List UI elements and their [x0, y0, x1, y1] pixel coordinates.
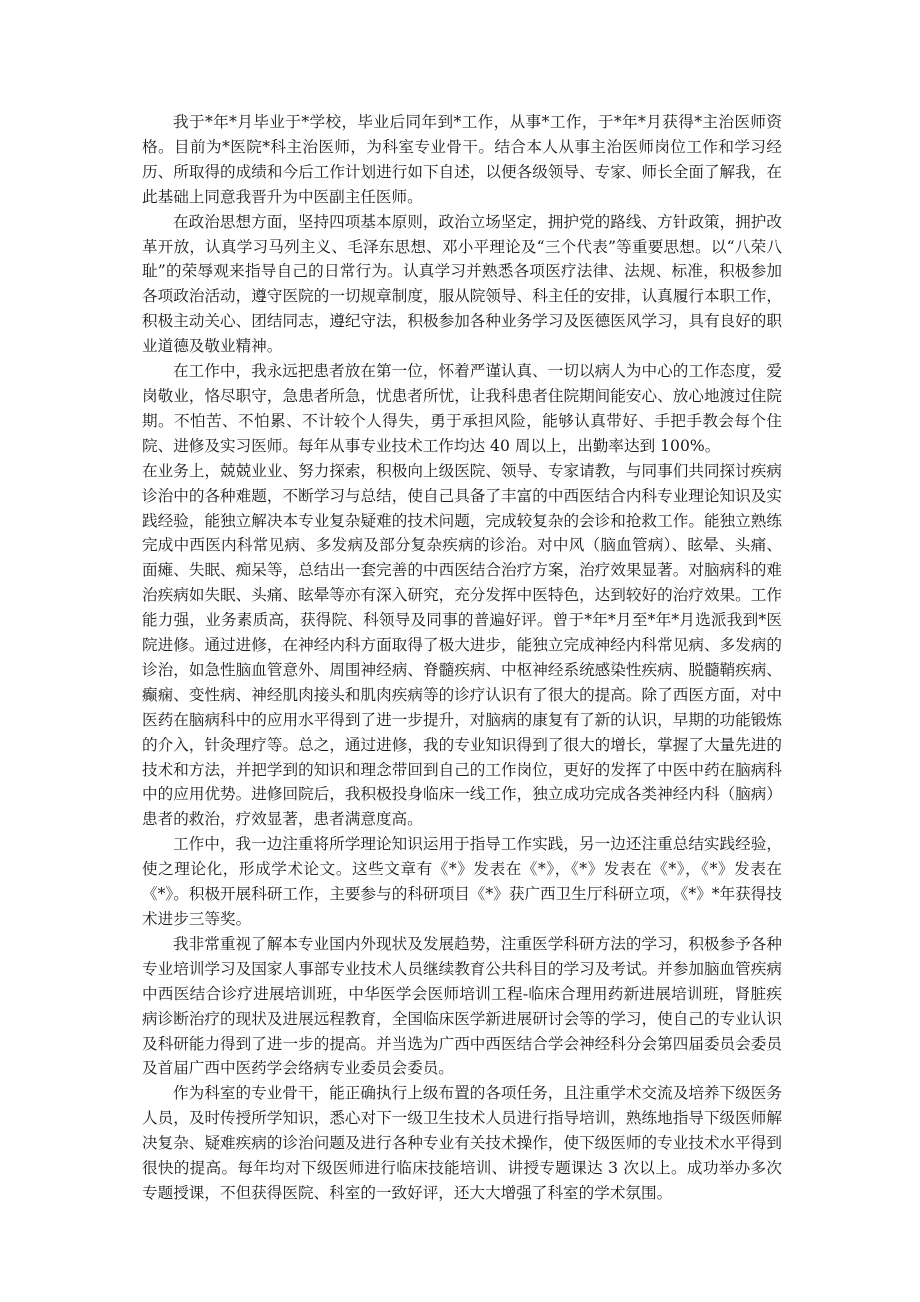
paragraph-training-study: 我非常重视了解本专业国内外现状及发展趋势，注重医学科研方法的学习，积极参予各种专业培训学习及国家人事部专业技术人员继续教育公共科目的学习及考试。并参加脑血管疾病中西医结合诊疗进展培训班，中华医学会医师培训工程-临床合理用药新进展培训班，肾脏疾病诊断治疗的现状及进展远程教育，全国临床医学新进展研讨会等的学习，使自己的专业认识及科研能力得到了进一步的提高。并当选为广西中西医结合学会神经科分会第四届委员会委员及首届广西中医药学会络病专业委员会委员。: [142, 934, 782, 1078]
paragraph-political-thought: 在政治思想方面，坚持四项基本原则，政治立场坚定，拥护党的路线、方针政策，拥护改革开放，认真学习马列主义、毛泽东思想、邓小平理论及“三个代表”等重要思想。以“八荣八耻”的荣辱观来指导自己的日常行为。认真学习并熟悉各项医疗法律、法规、标准，积极参加各项政治活动，遵守医院的一切规章制度，服从院领导、科主任的安排，认真履行本职工作，积极主动关心、团结同志，遵纪守法，积极参加各种业务学习及医德医风学习，具有良好的职业道德及敬业精神。: [142, 212, 782, 356]
paragraph-intro: 我于*年*月毕业于*学校，毕业后同年到*工作，从事*工作，于*年*月获得*主治医师资格。目前为*医院*科主治医师，为科室专业骨干。结合本人从事主治医师岗位工作和学习经历、所取得的成绩和今后工作计划进行如下自述，以便各级领导、专家、师长全面了解我，在此基础上同意我晋升为中医副主任医师。: [142, 113, 782, 206]
paragraph-work-attitude: 在工作中，我永远把患者放在第一位，怀着严谨认真、一切以病人为中心的工作态度，爱岗敬业，恪尽职守，急患者所急，忧患者所忧，让我科患者住院期间能安心、放心地渡过住院期。不怕苦、不怕累、不计较个人得失，勇于承担风险，能够认真带好、手把手教会每个住院、进修及实习医师。每年从事专业技术工作均达 40 周以上，出勤率达到 100%。: [142, 362, 782, 455]
paragraph-teaching-role: 作为科室的专业骨干，能正确执行上级布置的各项任务，且注重学术交流及培养下级医务人员，及时传授所学知识，悉心对下一级卫生技术人员进行指导培训，熟练地指导下级医师解决复杂、疑难疾病的诊治问题及进行各种专业有关技术操作，使下级医师的专业技术水平得到很快的提高。每年均对下级医师进行临床技能培训、讲授专题课达 3 次以上。成功举办多次专题授课，不但获得医院、科室的一致好评，还大大增强了科室的学术氛围。: [142, 1084, 782, 1202]
paragraph-professional-skills: 在业务上，兢兢业业、努力探索，积极向上级医院、领导、专家请教，与同事们共同探讨疾病诊治中的各种难题，不断学习与总结，使自己具备了丰富的中西医结合内科专业理论知识及实践经验，能独立解决本专业复杂疑难的技术问题，完成较复杂的会诊和抢救工作。能独立熟练完成中西医内科常见病、多发病及部分复杂疾病的诊治。对中风（脑血管病）、眩晕、头痛、面瘫、失眠、痴呆等，总结出一套完善的中西医结合治疗方案，治疗效果显著。对脑病科的难治疾病如失眠、头痛、眩晕等亦有深入研究，充分发挥中医特色，达到较好的治疗效果。工作能力强，业务素质高，获得院、科领导及同事的普遍好评。曾于*年*月至*年*月选派我到*医院进修。通过进修，在神经内科方面取得了极大进步，能独立完成神经内科常见病、多发病的诊治，如急性脑血管意外、周围神经病、脊髓疾病、中枢神经系统感染性疾病、脱髓鞘疾病、癫痫、变性病、神经肌肉接头和肌肉疾病等的诊疗认识有了很大的提高。除了西医方面，对中医药在脑病科中的应用水平得到了进一步提升，对脑病的康复有了新的认识，早期的功能锻炼的介入，针灸理疗等。总之，通过进修，我的专业知识得到了很大的增长，掌握了大量先进的技术和方法，并把学到的知识和理念带回到自己的工作岗位，更好的发挥了中医中药在脑病科中的应用优势。进修回院后，我积极投身临床一线工作，独立成功完成各类神经内科（脑病）患者的救治，疗效显著，患者满意度高。: [142, 461, 782, 829]
document-body: [142, 110, 782, 1206]
paragraph-academic-papers: 工作中，我一边注重将所学理论知识运用于指导工作实践，另一边还注重总结实践经验，使之理论化，形成学术论文。这些文章有《*》发表在《*》，《*》发表在《*》，《*》发表在《*》。积极开展科研工作，主要参与的科研项目《*》获广西卫生厅科研立项，《*》*年获得技术进步三等奖。: [142, 835, 782, 928]
